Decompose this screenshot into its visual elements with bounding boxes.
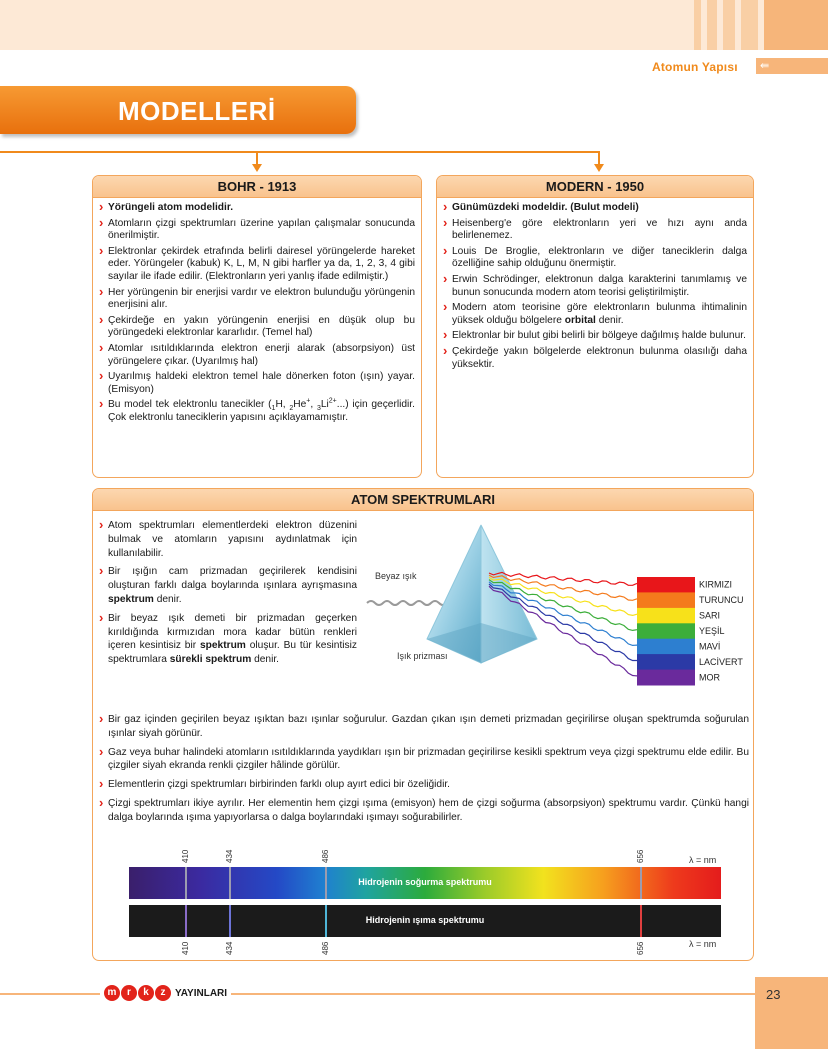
- bohr-item-limits: › Bu model tek elektronlu tanecikler ($_1H$, $_2$He+, $_3Li^{2+}$...) için geçerlidir. Çok elektronlu taneciklerin yapısını açıklayamamıştır.: [99, 399, 415, 424]
- spectrum-color-band: [637, 670, 695, 686]
- section-title: Atomun Yapısı: [652, 60, 738, 74]
- spectrum-color-label: KIRMIZI: [699, 579, 732, 590]
- logo-letter: r: [121, 985, 137, 1001]
- spectrum-color-band: [637, 608, 695, 624]
- wavelength-label: 434: [224, 941, 234, 955]
- spectrum-color-label: MAVİ: [699, 641, 721, 652]
- logo-letter: k: [138, 985, 154, 1001]
- wavelength-label: 486: [321, 849, 331, 863]
- spectrum-color-label: SARI: [699, 610, 721, 621]
- bohr-item: › Uyarılmış haldeki elektron temel hale dönerken foton (ışın) yayar. (Emisyon): [99, 371, 415, 396]
- bohr-model-box: [92, 175, 422, 478]
- white-light-label: Beyaz ışık: [375, 571, 417, 581]
- spectra-title: ATOM SPEKTRUMLARI: [93, 489, 753, 511]
- absorption-spectrum-bar: [129, 867, 721, 899]
- absorption-line: [325, 867, 327, 899]
- spectrum-color-band: [637, 639, 695, 655]
- spectra-item: › Gaz veya buhar halindeki atomların ısıtıldıklarında yaydıkları ışın bir prizmadan geçirilirse kesikli spektrum veya çizgi spektrumu elde edilir. Bu çizgiler siyah ekranda renkli çizgiler hâlinde görülür.: [99, 746, 749, 774]
- modern-item: › Günümüzdeki modeldir. (Bulut modeli): [443, 202, 747, 215]
- modern-item: › Çekirdeğe yakın bölgelerde elektronun bulunma olasılığı daha yüksektir.: [443, 346, 747, 371]
- emission-spectrum-bar: [129, 905, 721, 937]
- bohr-item: › Çekirdeğe en yakın yörüngenin enerjisi en düşük olup bu yörüngedeki elektronlar kararlıdır. (Temel hal): [99, 315, 415, 340]
- bohr-item: › Yörüngeli atom modelidir.: [99, 202, 415, 215]
- modern-model-box: [436, 175, 754, 478]
- spectra-item: › Elementlerin çizgi spektrumları birbirinden farklı olup ayırt edici bir özeliğidir.: [99, 778, 749, 792]
- header-tab: [756, 58, 828, 74]
- prism-label: Işık prizması: [397, 651, 448, 661]
- modern-list: [437, 198, 753, 371]
- atom-spectra-box: [92, 488, 754, 961]
- spectra-item: › Bir gaz içinden geçirilen beyaz ışıktan bazı ışınlar soğurulur. Gazdan çıkan ışın demeti prizmadan geçirilirse oluşan spektrumda soğurulan ışınlar siyah görünür.: [99, 713, 749, 741]
- bohr-item: › Her yörüngenin bir enerjisi vardır ve elektron bulunduğu yörüngenin enerjisini alır.: [99, 287, 415, 312]
- emission-line: [185, 905, 187, 937]
- prism-diagram: [361, 523, 749, 693]
- emission-label: Hidrojenin ışıma spektrumu: [365, 915, 485, 925]
- arrow-down-icon: [594, 164, 604, 172]
- modern-item: › Elektronlar bir bulut gibi belirli bir bölgeye dağılmış halde bulunur.: [443, 330, 747, 343]
- arrow-down-icon: [252, 164, 262, 172]
- bohr-list: [93, 198, 421, 425]
- wavelength-label: 410: [180, 941, 190, 955]
- bohr-item: › Atomlar ısıtıldıklarında elektron enerji alarak (absorpsiyon) üst yörüngelere çıkar. (Uyarılmış hal): [99, 343, 415, 368]
- publisher-logo: [100, 984, 231, 1002]
- spectra-left-list: [99, 519, 357, 672]
- bohr-item: › Elektronlar çekirdek etrafında belirli dairesel yörüngelerde hareket eder. Yörüngeler (kabuk) K, L, M, N gibi harfler ya da, 1, 2, 3, 4 gibi sayılar ile ifade edilir. (Elektronların yeri yanlış ifade edilmiştir.): [99, 246, 415, 284]
- wavelength-label: 656: [635, 941, 645, 955]
- spectra-bottom-list: [99, 713, 749, 830]
- absorption-line: [640, 867, 642, 899]
- absorption-label: Hidrojenin soğurma spektrumu: [358, 877, 492, 887]
- wavelength-label: 434: [224, 849, 234, 863]
- dispersed-ray: [489, 572, 637, 585]
- spectrum-color-band: [637, 577, 695, 593]
- bohr-item: › Atomların çizgi spektrumları üzerine yapılan çalışmalar sonucunda önerilmiştir.: [99, 218, 415, 243]
- modern-title: MODERN - 1950: [437, 176, 753, 198]
- absorption-line: [185, 867, 187, 899]
- hydrogen-spectra: [129, 835, 721, 953]
- publisher-name: YAYINLARI: [175, 987, 228, 999]
- modern-item: › Heisenberg'e göre elektronların yeri ve hızı aynı anda belirlenemez.: [443, 218, 747, 243]
- logo-letter: m: [104, 985, 120, 1001]
- connector-line: [0, 151, 600, 153]
- banner-title: MODELLERİ: [118, 96, 276, 126]
- bohr-title: BOHR - 1913: [93, 176, 421, 198]
- emission-line: [640, 905, 642, 937]
- spectrum-color-label: MOR: [699, 672, 720, 683]
- spectrum-color-band: [637, 654, 695, 670]
- modern-item: › Louis De Broglie, elektronların ve diğer taneciklerin dalga özelliğine sahip olduğunu önermiştir.: [443, 246, 747, 271]
- modern-item-orbital: › Modern atom teorisine göre elektronların bulunma ihtimalinin yüksek olduğu bölgelere orbital denir.: [443, 302, 747, 327]
- spectrum-color-label: TURUNCU: [699, 595, 744, 606]
- modern-item: › Erwin Schrödinger, elektronun dalga karakterini tanımlamış ve bunun sonucunda modern atom teorisi geliştirilmiştir.: [443, 274, 747, 299]
- spectrum-color-label: YEŞİL: [699, 626, 725, 636]
- spectrum-color-label: LACİVERT: [699, 656, 743, 667]
- spectrum-color-band: [637, 592, 695, 608]
- wavelength-label: 410: [180, 849, 190, 863]
- spectrum-colors: [637, 577, 744, 686]
- wavelength-label: 656: [635, 849, 645, 863]
- logo-letter: z: [155, 985, 171, 1001]
- absorption-line: [229, 867, 231, 899]
- page-number: 23: [766, 987, 781, 1002]
- spectra-item: › Bir beyaz ışık demeti bir prizmadan geçerken kırıldığında kırmızıdan mora kadar bütün renkleri içeren kesintisiz bir spektrum oluşur. Bu tür kesintisiz spektrumlara sürekli spektrum denir.: [99, 612, 357, 667]
- back-arrow-icon: ⇚: [760, 60, 770, 72]
- unit-label-bottom: λ = nm: [689, 939, 717, 949]
- spectra-item: › Çizgi spektrumları ikiye ayrılır. Her elementin hem çizgi ışıma (emisyon) hem de çizgi soğurma (absorpsiyon) spektrumu vardır. Çünkü hangi dalga boylarında ışıma yapıyorlarsa o dalga boylarındaki ışımayı soğurabilirler.: [99, 797, 749, 825]
- top-stripes: [688, 0, 828, 50]
- wavelength-label: 486: [321, 941, 331, 955]
- unit-label-top: λ = nm: [689, 855, 717, 865]
- spectrum-color-band: [637, 623, 695, 639]
- spectra-item: › Atom spektrumları elementlerdeki elektron düzenini bulmak ve atomların yapısını aydınlatmak için kullanılabilir.: [99, 519, 357, 560]
- models-banner: [0, 86, 356, 134]
- spectra-item: › Bir ışığın cam prizmadan geçirilerek kendisini oluşturan farklı dalga boylarında ışınlara ayrışmasına spektrum denir.: [99, 565, 357, 606]
- emission-line: [229, 905, 231, 937]
- emission-line: [325, 905, 327, 937]
